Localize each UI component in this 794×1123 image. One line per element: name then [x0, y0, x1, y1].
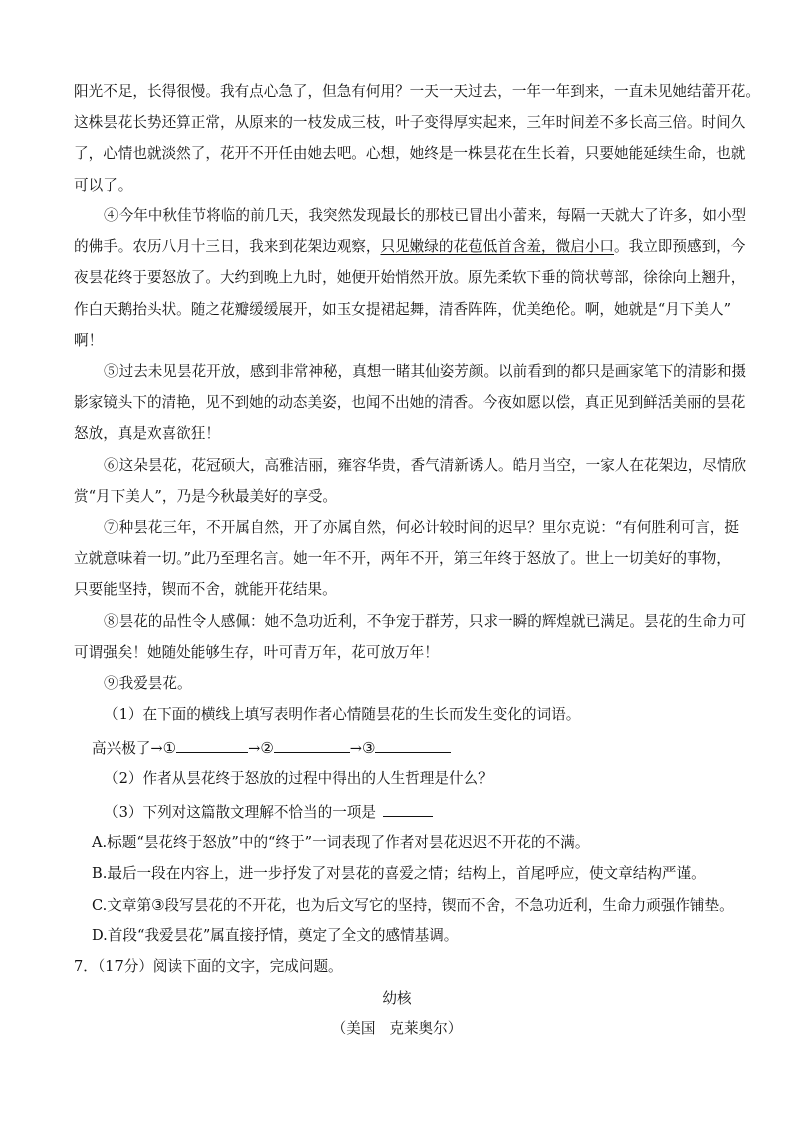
- paragraph-continued: [74, 76, 760, 201]
- arrow: →: [248, 740, 261, 757]
- mood-start: 高兴极了: [92, 740, 151, 757]
- text-line: ⑨我爱昙花。: [104, 675, 192, 692]
- text-line: ④今年中秋佳节将临的前几天，我突然发现最长的那枝已冒出小蕾来，每隔一天就大了许多，如小型: [104, 207, 747, 224]
- paragraph-6: [74, 450, 747, 512]
- text-line: 了，心情也就淡然了，花开不开任由她去吧。心想，她终是一株昙花在生长着，只要她能延续生命，也就: [74, 145, 746, 163]
- paragraph-4: [74, 200, 747, 356]
- answer-blank-3[interactable]: [375, 736, 451, 753]
- arrow: →: [150, 740, 163, 757]
- text-line: [74, 231, 746, 262]
- text-line: 怒放，真是欢喜欲狂！: [74, 425, 220, 443]
- text-line: 作白天鹅抬头状。随之花瓣缓缓展开，如玉女提裙起舞，清香阵阵，优美绝伦。啊，她就是“月下美人”: [74, 300, 732, 318]
- text-line: 只要能坚持，锲而不舍，就能开花结果。: [74, 581, 337, 599]
- option-c-text: 段写昙花的不开花，也为后文写它的坚持，锲而不舍，不急功近利，生命力顽强作铺垫。: [164, 897, 734, 914]
- paragraph-7: [74, 512, 739, 606]
- text-segment: 。我立即预感到，今: [614, 238, 746, 256]
- text-line: 阳光不足，长得很慢。我有点心急了，但急有何用？一天一天过去，一年一年到来，一直未见她结蕾开花。: [74, 83, 760, 100]
- option-c-text: C.文章第: [92, 897, 152, 914]
- question-2: （2）作者从昙花终于怒放的过程中得出的人生哲理是什么？: [104, 770, 493, 787]
- text-line: 立就意味着一切。”此乃至理名言。她一年不开，两年不开，第三年终于怒放了。世上一切美好的事物，: [74, 550, 731, 568]
- story-title: 幼核: [382, 990, 412, 1007]
- text-line: 赏“月下美人”，乃是今秋最美好的享受。: [74, 488, 338, 506]
- paragraph-8: [74, 606, 747, 668]
- mood-chain: [92, 736, 451, 760]
- option-b: B.最后一段在内容上，进一步抒发了对昙花的喜爱之情；结构上，首尾呼应，使文章结构严谨。: [92, 865, 706, 882]
- blank-number: ③: [362, 739, 376, 757]
- answer-blank-choice[interactable]: [383, 800, 433, 817]
- text-line: ⑦种昙花三年，不开属自然，开了亦属自然，何必计较时间的迟早？里尔克说：“有何胜利可言，挺: [104, 519, 739, 536]
- option-c: [92, 894, 734, 917]
- text-segment: 的佛手。农历八月十三日，我来到花架边观察，: [74, 238, 381, 256]
- question-1: （1）在下面的横线上填写表明作者心情随昙花的生长而发生变化的词语。: [104, 706, 581, 723]
- blank-number: ②: [260, 739, 274, 757]
- story-author: （美国 克莱奥尔）: [331, 1020, 463, 1037]
- text-line: ⑤过去未见昙花开放，感到非常神秘，真想一睹其仙姿芳颜。以前看到的都只是画家笔下的清影和摄: [104, 363, 747, 380]
- text-line: 这株昙花长势还算正常，从原来的一枝发成三枝，叶子变得厚实起来，三年时间差不多长高三倍。时间久: [74, 114, 746, 132]
- question-3: [104, 800, 433, 824]
- option-a: A.标题“昙花终于怒放”中的“终于”一词表现了作者对昙花迟迟不开花的不满。: [92, 834, 590, 851]
- answer-blank-2[interactable]: [274, 736, 350, 753]
- text-line: 可谓强矣！她随处能够生存，叶可青万年，花可放万年！: [74, 644, 439, 662]
- arrow: →: [349, 740, 362, 757]
- paragraph-5: [74, 356, 747, 450]
- underlined-sentence: 只见嫩绿的花苞低首含羞，微启小口: [380, 238, 614, 256]
- paragraph-number: ③: [151, 896, 165, 914]
- text-line: 影家镜头下的清艳，见不到她的动态美姿，也闻不出她的清香。今夜如愿以偿，真正见到鲜活美丽的昙花: [74, 394, 746, 412]
- question-3-text: （3）下列对这篇散文理解不恰当的一项是: [104, 804, 376, 821]
- text-line: ⑧昙花的品性令人感佩：她不急功近利，不争宠于群芳，只求一瞬的辉煌就已满足。昙花的生命力可: [104, 613, 747, 630]
- question-7-heading: 7．（17分）阅读下面的文字，完成问题。: [74, 958, 343, 975]
- text-line: 夜昙花终于要怒放了。大约到晚上九时，她便开始悄然开放。原先柔软下垂的筒状萼部，徐徐向上翘升，: [74, 269, 746, 287]
- option-d: D.首段“我爱昙花”属直接抒情，奠定了全文的感情基调。: [92, 927, 459, 944]
- text-line: 可以了。: [74, 176, 133, 194]
- paragraph-9: [74, 668, 722, 699]
- text-line: 啊！: [74, 331, 104, 349]
- text-line: ⑥这朵昙花，花冠硕大，高雅洁丽，雍容华贵，香气清新诱人。皓月当空，一家人在花架边，尽情欣: [104, 457, 747, 474]
- blank-number: ①: [162, 739, 177, 757]
- answer-blank-1[interactable]: [176, 736, 248, 753]
